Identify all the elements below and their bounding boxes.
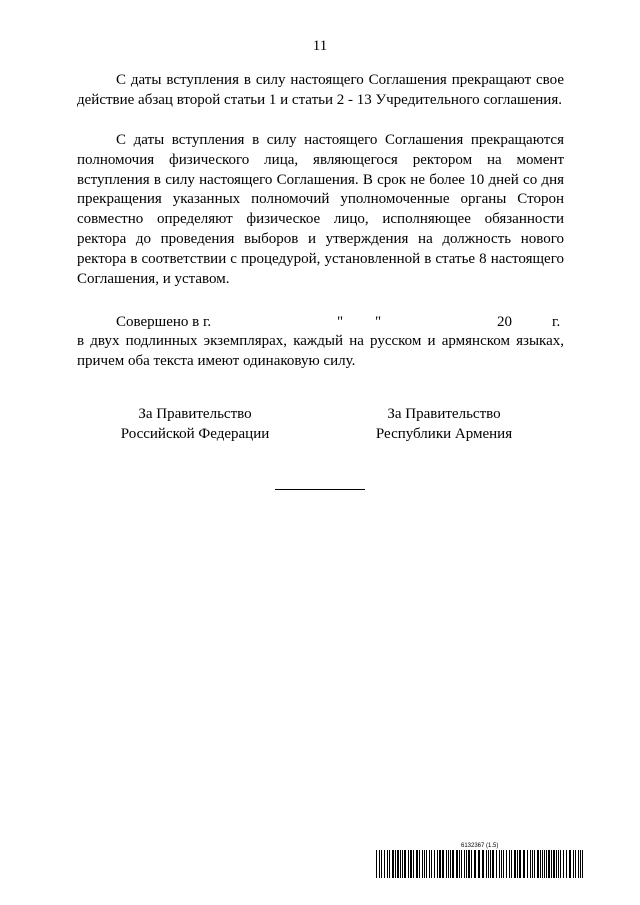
paragraph-rector-powers: С даты вступления в силу настоящего Соглашения прекращаются полномочия физического лица, являющегося ректором на момент вступления в силу настоящего Соглашения. В срок не более 10 дней со дня прекращения указанных полномочий уполномоченные органы Сторон совместно определяют физическое лицо, исполняющее обязанности ректора до проведения выборов и утверждения на должность нового ректора в соответствии с процедурой, установленной в статье 8 настоящего Соглашения, и уставом.: [77, 132, 564, 287]
paragraph-termination-of-articles: С даты вступления в силу настоящего Соглашения прекращают свое действие абзац второй статьи 1 и статьи 2 - 13 Учредительного соглашения.: [77, 72, 564, 108]
page-number: 11: [312, 38, 328, 54]
barcode-icon: [376, 850, 586, 878]
signed-line: [77, 312, 564, 332]
done-in-label: Совершено в г.: [116, 314, 212, 330]
year-suffix: г.: [552, 314, 561, 330]
barcode-label: 6132367 (1.5): [461, 843, 499, 849]
signatory-russia-line2: Российской Федерации: [120, 426, 270, 442]
signatory-armenia: [334, 404, 554, 444]
signatory-armenia-line2: Республики Армения: [375, 426, 513, 442]
signatory-russia-line1: За Правительство: [138, 406, 252, 422]
copies-statement: в двух подлинных экземплярах, каждый на русском и армянском языках, причем оба текста имеют одинаковую силу.: [77, 333, 564, 369]
date-quote-close: ": [375, 314, 382, 330]
closing-divider: [275, 489, 365, 490]
date-quote-open: ": [337, 314, 344, 330]
signatory-armenia-line1: За Правительство: [387, 406, 501, 422]
year-prefix: 20: [497, 314, 512, 330]
signatory-russia: [85, 404, 305, 444]
